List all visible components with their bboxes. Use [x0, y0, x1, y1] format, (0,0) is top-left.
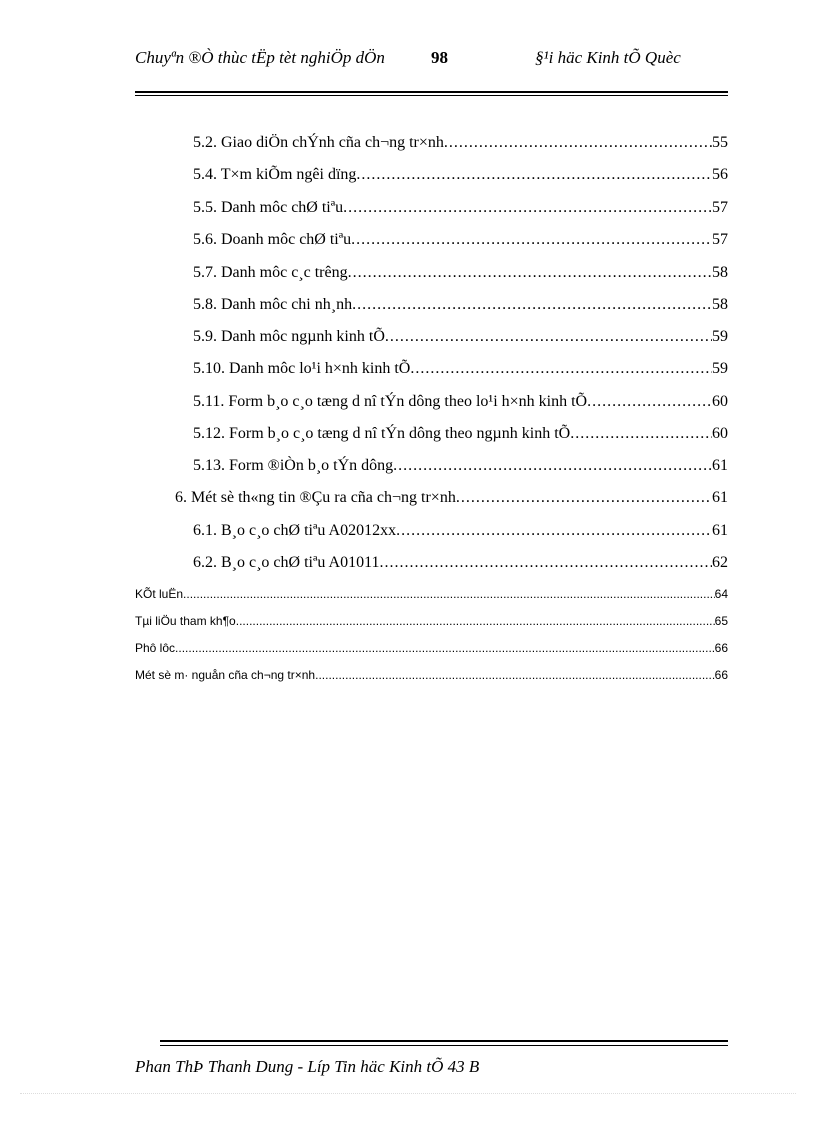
toc-entry-page: 61 [712, 457, 728, 474]
toc-entry-page: 60 [712, 393, 728, 410]
toc-entry-title: 5.10. Danh môc lo¹i h×nh kinh tÕ [193, 360, 411, 377]
header-left-text: Chuyªn ®Ò thùc tËp tèt nghiÖp dÖn [135, 48, 385, 67]
toc-entry-page: 62 [712, 554, 728, 571]
toc-entry-title: 5.9. Danh môc ngµnh kinh tÕ [193, 328, 385, 345]
toc-entry-title: 5.6. Doanh môc chØ tiªu [193, 231, 352, 248]
toc-leader [456, 489, 712, 507]
toc-leader [352, 296, 712, 314]
toc-leader [351, 231, 712, 249]
toc-entry-page: 58 [712, 264, 728, 281]
toc-leader [385, 328, 712, 346]
toc-entry-page: 65 [714, 614, 728, 628]
toc-entry-title: Tµi liÖu tham kh¶o [135, 614, 236, 628]
toc-entry-title: 6.2. B¸o c¸o chØ tiªu A01011 [193, 554, 380, 571]
toc-entry[interactable] [193, 166, 728, 184]
toc-leader [393, 457, 712, 475]
toc-leader [348, 264, 712, 282]
page-header [135, 48, 728, 88]
toc-entry-title: 5.8. Danh môc chi nh¸nh [193, 296, 353, 313]
toc-entry[interactable] [193, 296, 728, 314]
toc-entry-title: 5.12. Form b¸o c¸o tæng d nî tÝn dông theo ngµnh kinh tÕ [193, 425, 571, 442]
header-rule-thin [135, 95, 728, 96]
toc-entry-page: 57 [712, 199, 728, 216]
header-rule-thick [135, 91, 728, 93]
toc-entry-title: 5.7. Danh môc c¸c trêng [193, 264, 348, 281]
toc-entry[interactable] [193, 264, 728, 282]
toc-leader [343, 199, 712, 217]
toc-entry[interactable] [193, 199, 728, 217]
toc-entry-title: 6.1. B¸o c¸o chØ tiªu A02012xx [193, 522, 397, 539]
toc-leader [379, 554, 712, 572]
toc-leader [570, 425, 712, 443]
toc-leader [315, 668, 715, 682]
toc-entry-title: 5.5. Danh môc chØ tiªu [193, 199, 344, 216]
toc-entry[interactable] [193, 134, 728, 152]
toc-entry-title: Mét sè m· nguån cña ch¬ng tr×nh [135, 668, 316, 682]
toc-entry[interactable] [193, 393, 728, 411]
toc-leader [410, 360, 712, 378]
toc-entry-page: 60 [712, 425, 728, 442]
toc-entry[interactable] [175, 489, 728, 507]
toc-entry-page: 61 [712, 489, 728, 506]
toc-entry-title: 6. Mét sè th«ng tin ®Çu ra cña ch¬ng tr×nh [175, 489, 456, 506]
toc-entry[interactable] [135, 587, 728, 601]
page-edge-divider [20, 1093, 796, 1094]
footer-rule-thin [160, 1045, 728, 1046]
toc-entry-page: 58 [712, 296, 728, 313]
toc-entry[interactable] [193, 328, 728, 346]
toc-entry[interactable] [193, 425, 728, 443]
toc-entry-page: 61 [712, 522, 728, 539]
toc-entry[interactable] [193, 457, 728, 475]
toc-entry-title: 5.11. Form b¸o c¸o tæng d nî tÝn dông theo lo¹i h×nh kinh tÕ [193, 393, 588, 410]
toc-leader [587, 393, 712, 411]
toc-leader [183, 587, 715, 601]
toc-entry-page: 55 [712, 134, 728, 151]
toc-entry-page: 59 [712, 360, 728, 377]
toc-entry-title: 5.2. Giao diÖn chÝnh cña ch¬ng tr×nh [193, 134, 444, 151]
header-page-number: 98 [431, 48, 448, 67]
toc-entry-title: 5.13. Form ®iÒn b¸o tÝn dông [193, 457, 394, 474]
toc-entry-page: 57 [712, 231, 728, 248]
toc-entry-page: 64 [714, 587, 728, 601]
toc-entry-title: Phô lôc [135, 641, 176, 655]
toc-leader [175, 641, 715, 655]
toc-entry[interactable] [193, 554, 728, 572]
toc-entry[interactable] [135, 641, 728, 655]
toc-leader [356, 166, 712, 184]
toc-entry[interactable] [193, 231, 728, 249]
page-footer: Phan ThÞ Thanh Dung - Líp Tin häc Kinh tÕ 43 B [135, 1057, 480, 1076]
toc-entry-page: 56 [712, 166, 728, 183]
toc-leader [444, 134, 712, 152]
toc-entry[interactable] [193, 522, 728, 540]
toc-entry-title: 5.4. T×m kiÕm ngêi dïng [193, 166, 357, 183]
toc-entry-page: 59 [712, 328, 728, 345]
header-right-text: §¹i häc Kinh tÕ Quèc [535, 48, 681, 67]
toc-entry[interactable] [135, 668, 728, 682]
toc-leader [396, 522, 712, 540]
toc-entry-page: 66 [714, 641, 728, 655]
toc-entry[interactable] [135, 614, 728, 628]
toc-leader [236, 614, 715, 628]
toc-entry-title: KÕt luËn [135, 587, 184, 601]
footer-rule-thick [160, 1040, 728, 1042]
toc-entry-page: 66 [714, 668, 728, 682]
toc-entry[interactable] [193, 360, 728, 378]
